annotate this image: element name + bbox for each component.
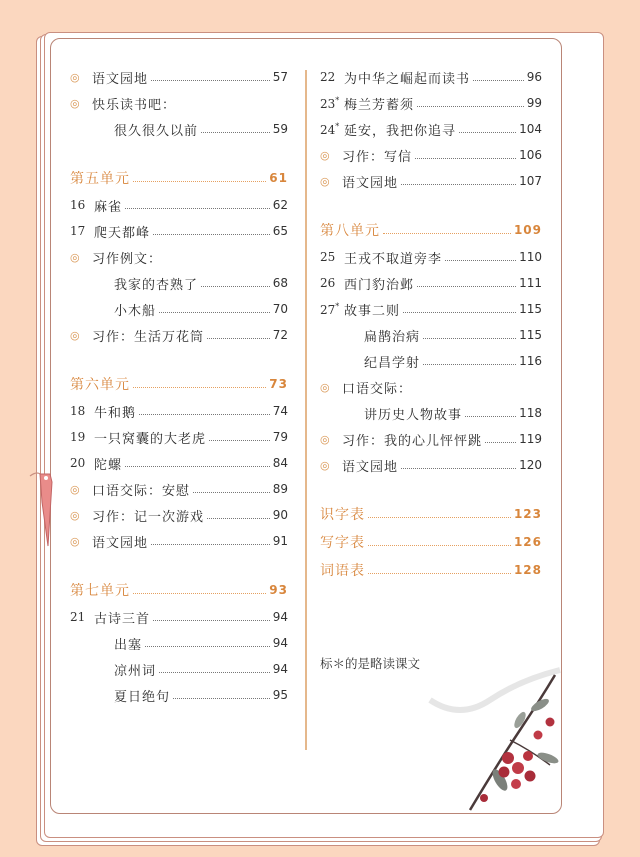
toc-title: 语文园地 — [92, 535, 149, 551]
page-number: 70 — [272, 302, 288, 316]
leader-dots — [465, 416, 516, 417]
leader-dots — [207, 338, 270, 339]
leader-dots — [383, 233, 511, 234]
page-number: 59 — [272, 122, 288, 136]
unit-heading[interactable] — [320, 500, 542, 528]
toc-title: 词语表 — [320, 563, 365, 579]
toc-subitem[interactable] — [70, 656, 288, 682]
leader-dots — [473, 80, 524, 81]
leader-dots — [159, 672, 270, 673]
toc-title: 故事二则 — [344, 303, 401, 319]
page-number: 68 — [272, 276, 288, 290]
page-number: 109 — [513, 223, 542, 237]
leader-dots — [415, 158, 516, 159]
unit-heading[interactable] — [320, 528, 542, 556]
leader-dots — [201, 286, 270, 287]
page-number: 74 — [272, 404, 288, 418]
toc-title: 口语交际：安慰 — [92, 483, 191, 499]
lesson-number: 20 — [70, 456, 86, 470]
toc-title: 出塞 — [114, 637, 143, 653]
toc-title: 口语交际： — [342, 381, 413, 397]
lesson-number: 19 — [70, 430, 86, 444]
leader-dots — [423, 338, 516, 339]
unit-heading[interactable] — [70, 164, 288, 192]
bullet-circle-icon: ◎ — [70, 534, 80, 548]
leader-dots — [201, 132, 270, 133]
toc-item[interactable] — [70, 604, 288, 630]
leader-dots — [401, 468, 516, 469]
leader-dots — [133, 387, 266, 388]
leader-dots — [459, 132, 516, 133]
page-number: 95 — [272, 688, 288, 702]
toc-item[interactable] — [70, 398, 288, 424]
footnote: 标＊的是略读课文 — [320, 656, 421, 671]
page-number: 107 — [519, 174, 542, 188]
page-number: 106 — [519, 148, 542, 162]
unit-heading[interactable] — [320, 216, 542, 244]
toc-item[interactable] — [70, 424, 288, 450]
section-gap — [320, 194, 542, 216]
toc-title: 我家的杏熟了 — [114, 277, 199, 293]
leader-dots — [125, 208, 270, 209]
toc-item[interactable] — [70, 192, 288, 218]
page-number: 104 — [519, 122, 542, 136]
toc-right-column — [320, 64, 542, 584]
toc-title: 西门豹治邺 — [344, 277, 415, 293]
toc-title: 陀螺 — [94, 457, 123, 473]
leader-dots — [125, 466, 270, 467]
toc-item[interactable] — [320, 168, 542, 194]
lesson-number: 26 — [320, 276, 336, 290]
section-gap — [70, 348, 288, 370]
section-gap — [70, 142, 288, 164]
leader-dots — [485, 442, 516, 443]
toc-title: 识字表 — [320, 507, 365, 523]
toc-title: 语文园地 — [92, 71, 149, 87]
leader-dots — [423, 364, 516, 365]
leader-dots — [207, 518, 270, 519]
page-number: 94 — [272, 662, 288, 676]
page-number: 115 — [519, 328, 542, 342]
page-number: 84 — [272, 456, 288, 470]
toc-item[interactable] — [70, 322, 288, 348]
page-number: 72 — [272, 328, 288, 342]
toc-title: 延安，我把你追寻 — [344, 123, 457, 139]
page-number: 89 — [272, 482, 288, 496]
page-number: 126 — [513, 535, 542, 549]
bullet-circle-icon: ◎ — [320, 174, 330, 188]
page-number: 116 — [519, 354, 542, 368]
toc-item[interactable] — [320, 116, 542, 142]
toc-item[interactable] — [70, 64, 288, 90]
bullet-circle-icon: ◎ — [70, 250, 80, 264]
lesson-number: 21 — [70, 610, 86, 624]
toc-item[interactable] — [320, 426, 542, 452]
toc-title: 快乐读书吧： — [92, 97, 177, 113]
page-number: 94 — [272, 636, 288, 650]
section-gap — [320, 478, 542, 500]
toc-subitem[interactable] — [70, 682, 288, 708]
leader-dots — [173, 698, 270, 699]
toc-title: 纪昌学射 — [364, 355, 421, 371]
page-number: 99 — [526, 96, 542, 110]
toc-heading[interactable] — [70, 244, 288, 270]
section-gap — [70, 554, 288, 576]
leader-dots — [445, 260, 516, 261]
toc-title: 语文园地 — [342, 459, 399, 475]
toc-item[interactable] — [70, 218, 288, 244]
bullet-circle-icon: ◎ — [320, 458, 330, 472]
toc-title: 讲历史人物故事 — [364, 407, 463, 423]
leader-dots — [368, 545, 511, 546]
toc-title: 习作：我的心儿怦怦跳 — [342, 433, 483, 449]
toc-title: 王戎不取道旁李 — [344, 251, 443, 267]
toc-title: 凉州词 — [114, 663, 157, 679]
toc-heading[interactable] — [70, 90, 288, 116]
page-number: 123 — [513, 507, 542, 521]
toc-subitem[interactable] — [320, 400, 542, 426]
toc-item[interactable] — [70, 528, 288, 554]
toc-item[interactable] — [320, 90, 542, 116]
page-number: 62 — [272, 198, 288, 212]
leader-dots — [417, 286, 516, 287]
leader-dots — [133, 181, 266, 182]
toc-title: 牛和鹅 — [94, 405, 137, 421]
lesson-number: 27* — [320, 301, 340, 317]
toc-title: 第七单元 — [70, 583, 130, 599]
leader-dots — [401, 184, 516, 185]
bullet-circle-icon: ◎ — [70, 70, 80, 84]
star-marker: * — [335, 121, 340, 131]
page-number: 115 — [519, 302, 542, 316]
lesson-number: 17 — [70, 224, 86, 238]
berry-branch-icon — [400, 660, 570, 820]
bookmark-tag-icon — [28, 462, 58, 552]
toc-item[interactable] — [320, 244, 542, 270]
toc-subitem[interactable] — [70, 630, 288, 656]
page-number: 65 — [272, 224, 288, 238]
leader-dots — [193, 492, 270, 493]
bullet-circle-icon: ◎ — [320, 432, 330, 446]
lesson-number: 22 — [320, 70, 336, 84]
toc-title: 小木船 — [114, 303, 157, 319]
leader-dots — [403, 312, 516, 313]
toc-subitem[interactable] — [70, 116, 288, 142]
toc-item[interactable] — [320, 452, 542, 478]
bullet-circle-icon: ◎ — [320, 148, 330, 162]
star-marker: * — [335, 301, 340, 311]
toc-title: 第八单元 — [320, 223, 380, 239]
toc-item[interactable] — [70, 450, 288, 476]
column-divider — [305, 70, 307, 750]
toc-title: 习作：记一次游戏 — [92, 509, 205, 525]
toc-title: 第五单元 — [70, 171, 130, 187]
toc-subitem[interactable] — [320, 348, 542, 374]
toc-title: 第六单元 — [70, 377, 130, 393]
toc-heading[interactable] — [320, 374, 542, 400]
page-number: 93 — [269, 583, 288, 597]
page-number: 79 — [272, 430, 288, 444]
toc-title: 习作：写信 — [342, 149, 413, 165]
page-number: 73 — [269, 377, 288, 391]
toc-title: 语文园地 — [342, 175, 399, 191]
bullet-circle-icon: ◎ — [70, 96, 80, 110]
toc-subitem[interactable] — [70, 270, 288, 296]
toc-item[interactable] — [320, 270, 542, 296]
page-number: 118 — [519, 406, 542, 420]
lesson-number: 16 — [70, 198, 86, 212]
star-marker: * — [335, 95, 340, 105]
leader-dots — [368, 517, 511, 518]
toc-item[interactable] — [70, 502, 288, 528]
leader-dots — [368, 573, 511, 574]
toc-title: 麻雀 — [94, 199, 123, 215]
bullet-circle-icon: ◎ — [320, 380, 330, 394]
leader-dots — [153, 620, 270, 621]
page-number: 94 — [272, 610, 288, 624]
lesson-number: 24* — [320, 121, 340, 137]
leader-dots — [133, 593, 266, 594]
toc-subitem[interactable] — [70, 296, 288, 322]
page-number: 57 — [272, 70, 288, 84]
lesson-number: 23* — [320, 95, 340, 111]
toc-title: 夏日绝句 — [114, 689, 171, 705]
toc-title: 爬天都峰 — [94, 225, 151, 241]
bullet-circle-icon: ◎ — [70, 328, 80, 342]
toc-left-column — [70, 64, 288, 708]
page-number: 90 — [272, 508, 288, 522]
toc-title: 习作：生活万花筒 — [92, 329, 205, 345]
bullet-circle-icon: ◎ — [70, 508, 80, 522]
page-number: 91 — [272, 534, 288, 548]
toc-title: 扁鹊治病 — [364, 329, 421, 345]
bullet-circle-icon: ◎ — [70, 482, 80, 496]
toc-item[interactable] — [320, 142, 542, 168]
leader-dots — [139, 414, 270, 415]
page-number: 96 — [526, 70, 542, 84]
toc-item[interactable] — [70, 476, 288, 502]
toc-item[interactable] — [320, 64, 542, 90]
toc-title: 为中华之崛起而读书 — [344, 71, 471, 87]
page-number: 61 — [269, 171, 288, 185]
unit-heading[interactable] — [70, 576, 288, 604]
toc-item[interactable] — [320, 296, 542, 322]
leader-dots — [145, 646, 270, 647]
leader-dots — [209, 440, 270, 441]
page-number: 128 — [513, 563, 542, 577]
toc-title: 一只窝囊的大老虎 — [94, 431, 207, 447]
leader-dots — [151, 80, 270, 81]
page-number: 120 — [519, 458, 542, 472]
page-number: 119 — [519, 432, 542, 446]
leader-dots — [151, 544, 270, 545]
toc-title: 习作例文： — [92, 251, 163, 267]
toc-title: 古诗三首 — [94, 611, 151, 627]
unit-heading[interactable] — [70, 370, 288, 398]
toc-subitem[interactable] — [320, 322, 542, 348]
lesson-number: 25 — [320, 250, 336, 264]
leader-dots — [153, 234, 270, 235]
toc-title: 很久很久以前 — [114, 123, 199, 139]
unit-heading[interactable] — [320, 556, 542, 584]
leader-dots — [159, 312, 270, 313]
toc-title: 写字表 — [320, 535, 365, 551]
page-number: 111 — [519, 276, 542, 290]
leader-dots — [417, 106, 524, 107]
lesson-number: 18 — [70, 404, 86, 418]
page-number: 110 — [519, 250, 542, 264]
toc-title: 梅兰芳蓄须 — [344, 97, 415, 113]
